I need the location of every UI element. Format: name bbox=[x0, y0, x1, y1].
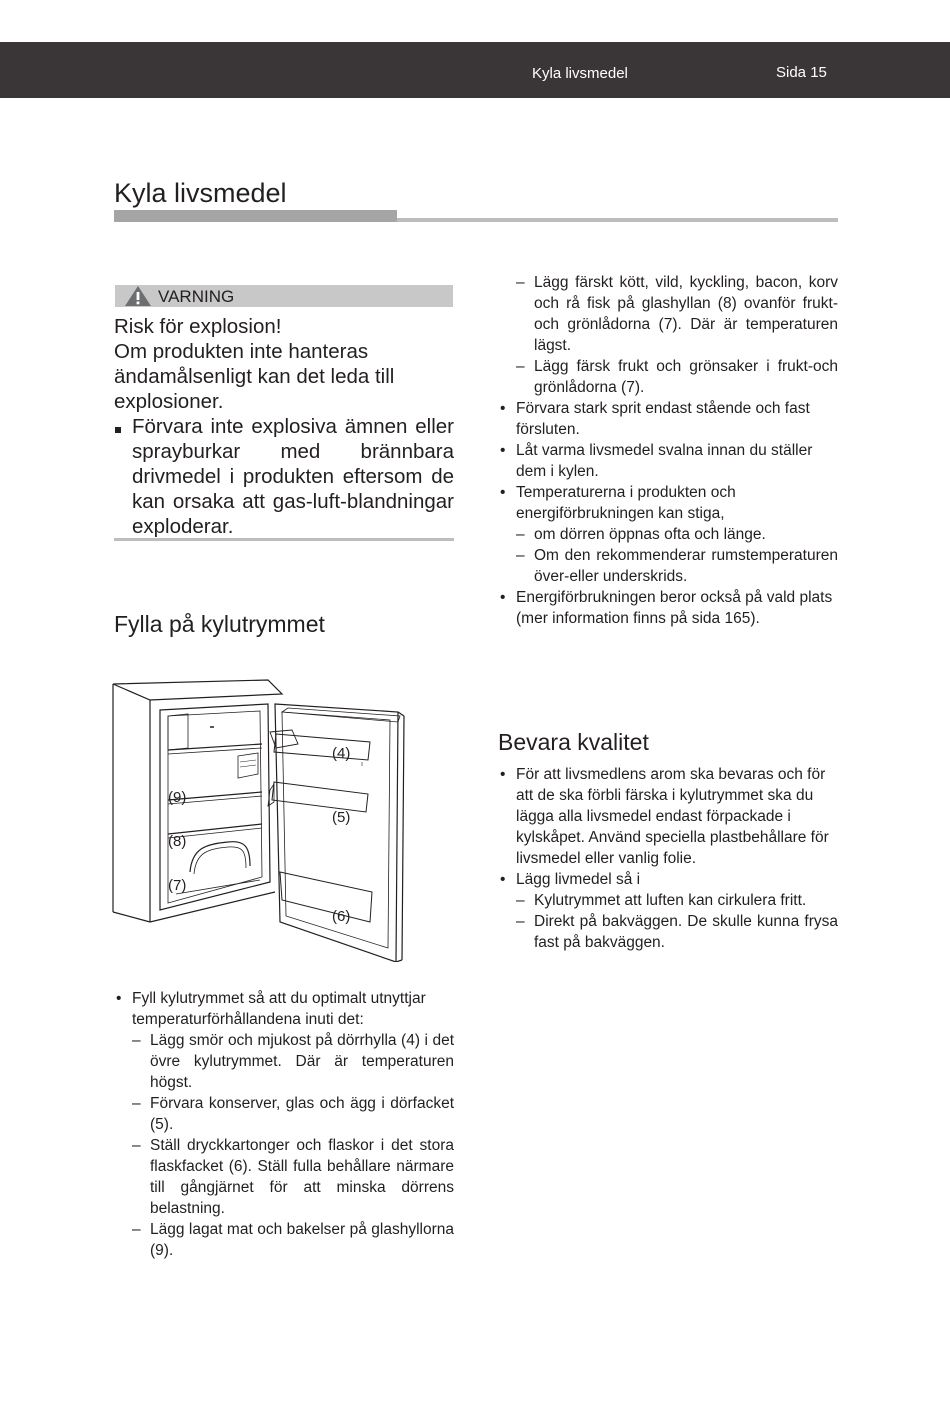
fridge-label-7: (7) bbox=[168, 877, 187, 894]
square-bullet-icon bbox=[115, 427, 121, 433]
fridge-label-6: (6) bbox=[332, 908, 351, 925]
warning-line: Om produkten inte hanteras ändamålsenligt kan det leda till explosioner. bbox=[114, 340, 395, 413]
list-item: – Lägg färskt kött, vild, kyckling, bacon, korv och rå fisk på glashyllan (8) ovanför frukt-och grönlådorna (7). Där är temperaturen lägst. bbox=[498, 272, 838, 356]
fridge-illustration bbox=[110, 672, 410, 962]
warning-bullet-text: Förvara inte explosiva ämnen eller sprayburkar med brännbara drivmedel i produkten eftersom de kan orsaka att gas-luft-blandningar exploderar. bbox=[132, 415, 454, 538]
fill-instructions-list bbox=[114, 988, 454, 1261]
fridge-label-9: (9) bbox=[168, 789, 187, 806]
list-item: – om dörren öppnas ofta och länge. bbox=[498, 524, 838, 545]
quality-section-heading: Bevara kvalitet bbox=[498, 729, 649, 755]
warning-triangle-icon bbox=[124, 285, 152, 307]
title-underline-accent bbox=[114, 210, 397, 222]
list-item: – Lägg smör och mjukost på dörrhylla (4) i det övre kylutrymmet. Där är temperaturen högst. bbox=[114, 1030, 454, 1093]
quality-list bbox=[498, 764, 838, 953]
list-item: • Lägg livmedel så i bbox=[498, 869, 838, 890]
fridge-label-5: (5) bbox=[332, 809, 351, 826]
fridge-label-8: (8) bbox=[168, 833, 187, 850]
list-item: • Förvara stark sprit endast stående och fast försluten. bbox=[498, 398, 838, 440]
header-section-title: Kyla livsmedel bbox=[532, 65, 628, 82]
warning-bullet bbox=[114, 414, 454, 539]
list-item: • Låt varma livsmedel svalna innan du ställer dem i kylen. bbox=[498, 440, 838, 482]
list-item: – Lägg lagat mat och bakelser på glashyllorna (9). bbox=[114, 1219, 454, 1261]
header-page-number: Sida 15 bbox=[776, 64, 827, 81]
list-item: – Om den rekommenderar rumstemperaturen över-eller underskrids. bbox=[498, 545, 838, 587]
list-item: – Förvara konserver, glas och ägg i dörfacket (5). bbox=[114, 1093, 454, 1135]
warning-line: Risk för explosion! bbox=[114, 315, 282, 338]
list-item: • För att livsmedlens arom ska bevaras och för att de ska förbli färska i kylutrymmet ska du lägga alla livsmedel endast förpackade i kylskåpet. Använd speciella plastbehållare för livsmedel eller vanlig folie. bbox=[498, 764, 838, 869]
warning-bottom-rule bbox=[114, 538, 454, 541]
list-item: • Fyll kylutrymmet så att du optimalt utnyttjar temperaturförhållandena inuti det: bbox=[114, 988, 454, 1030]
list-item: – Direkt på bakväggen. De skulle kunna frysa fast på bakväggen. bbox=[498, 911, 838, 953]
list-item: – Lägg färsk frukt och grönsaker i frukt-och grönlådorna (7). bbox=[498, 356, 838, 398]
list-item: – Ställ dryckkartonger och flaskor i det stora flaskfacket (6). Ställ fulla behållare närmare till gångjärnet för att minska dörrens belastning. bbox=[114, 1135, 454, 1219]
fill-section-heading: Fylla på kylutrymmet bbox=[114, 611, 325, 637]
warning-bar bbox=[115, 285, 453, 307]
list-item: • Energiförbrukningen beror också på vald plats (mer information finns på sida 165). bbox=[498, 587, 838, 629]
page-header bbox=[0, 42, 950, 98]
list-item: – Kylutrymmet att luften kan cirkulera fritt. bbox=[498, 890, 838, 911]
warning-label: VARNING bbox=[158, 287, 235, 306]
warning-text bbox=[114, 314, 454, 414]
right-column-list bbox=[498, 272, 838, 629]
fridge-label-4: (4) bbox=[332, 745, 351, 762]
page-title: Kyla livsmedel bbox=[114, 178, 287, 208]
list-item: • Temperaturerna i produkten och energiförbrukningen kan stiga, bbox=[498, 482, 838, 524]
